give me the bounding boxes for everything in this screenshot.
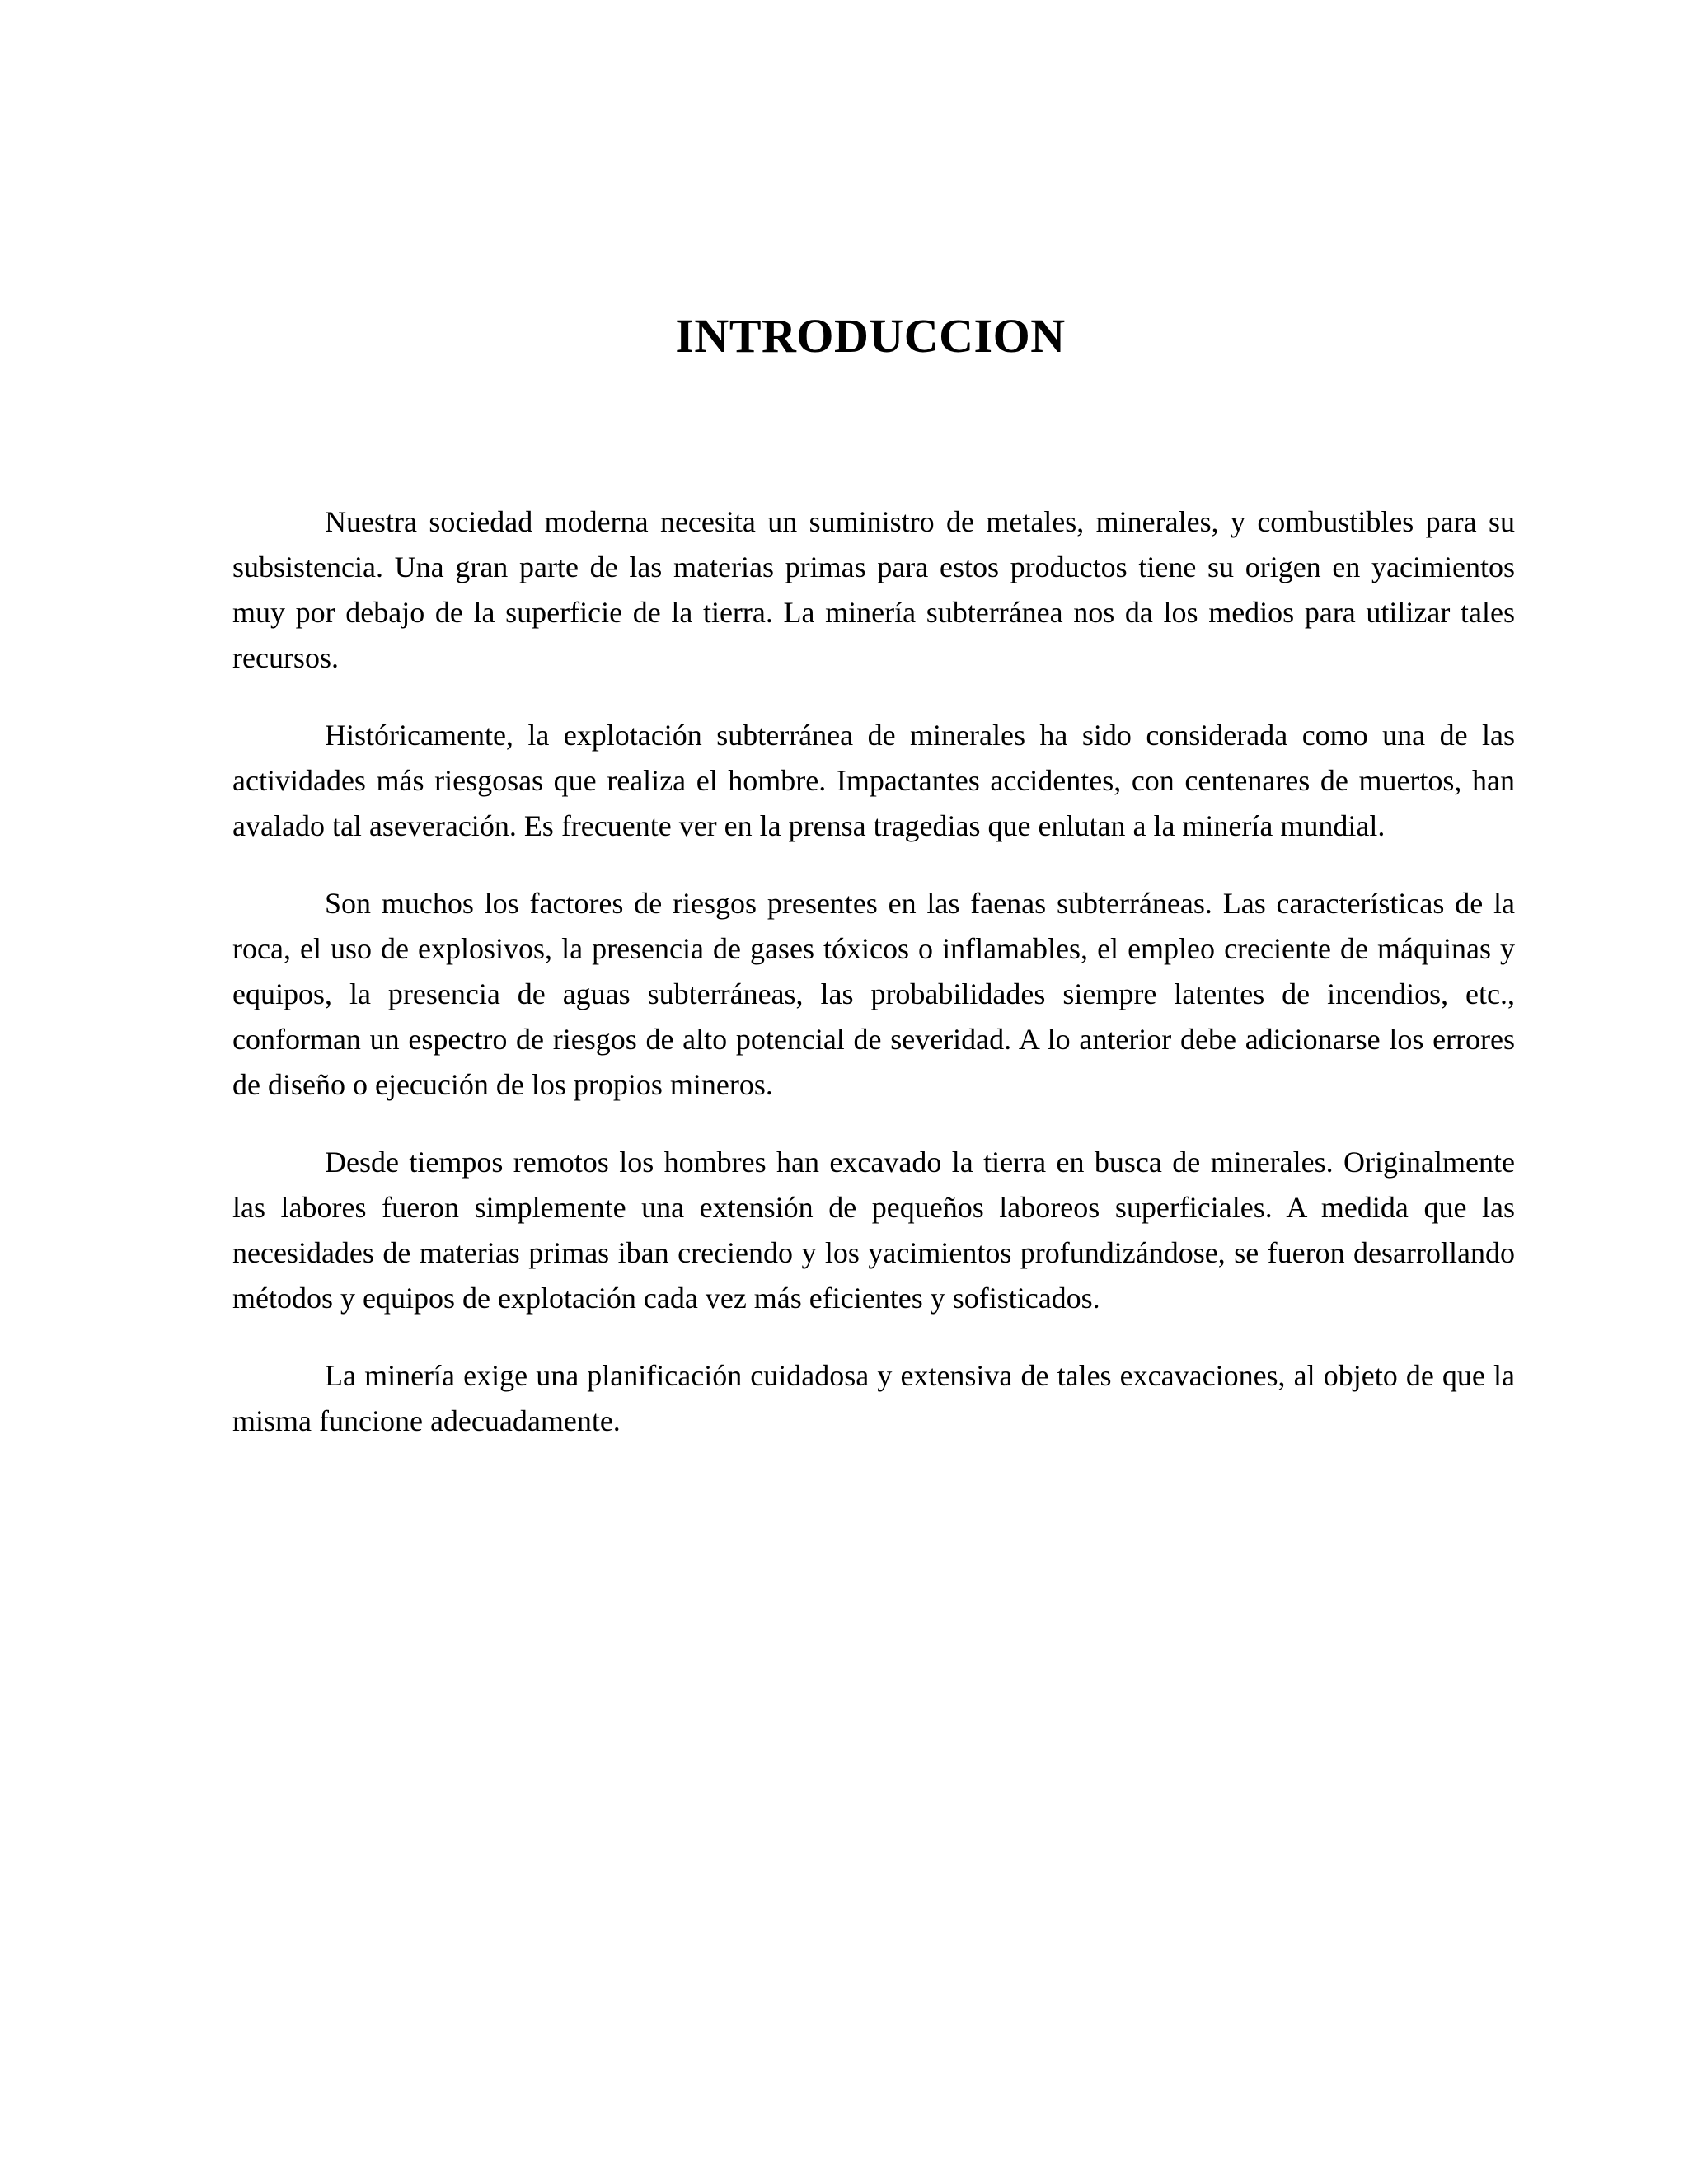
paragraph-5: La minería exige una planificación cuidadosa y extensiva de tales excavaciones, al objeto de que la misma funcione adecuadamente.	[232, 1359, 1515, 1437]
paragraph-2: Históricamente, la explotación subterránea de minerales ha sido considerada como una de las actividades más riesgosas que realiza el hombre. Impactantes accidentes, con centenares de muertos, han avalado tal aseveración. Es frecuente ver en la prensa tragedias que enlutan a la minería mundial.	[232, 719, 1515, 842]
paragraph-3: Son muchos los factores de riesgos presentes en las faenas subterráneas. Las características de la roca, el uso de explosivos, la presencia de gases tóxicos o inflamables, el empleo creciente de máquinas y equipos, la presencia de aguas subterráneas, las probabilidades siempre latentes de incendios, etc., conforman un espectro de riesgos de alto potencial de severidad. A lo anterior debe adicionarse los errores de diseño o ejecución de los propios mineros.	[232, 887, 1515, 1101]
document-body	[232, 499, 1515, 1476]
paragraph-1: Nuestra sociedad moderna necesita un suministro de metales, minerales, y combustibles para su subsistencia. Una gran parte de las materias primas para estos productos tiene su origen en yacimientos muy por debajo de la superficie de la tierra. La minería subterránea nos da los medios para utilizar tales recursos.	[232, 505, 1515, 674]
paragraph-4: Desde tiempos remotos los hombres han excavado la tierra en busca de minerales. Originalmente las labores fueron simplemente una extensión de pequeños laboreos superficiales. A medida que las necesidades de materias primas iban creciendo y los yacimientos profundizándose, se fueron desarrollando métodos y equipos de explotación cada vez más eficientes y sofisticados.	[232, 1146, 1515, 1315]
page-title: INTRODUCCION	[675, 309, 1066, 363]
